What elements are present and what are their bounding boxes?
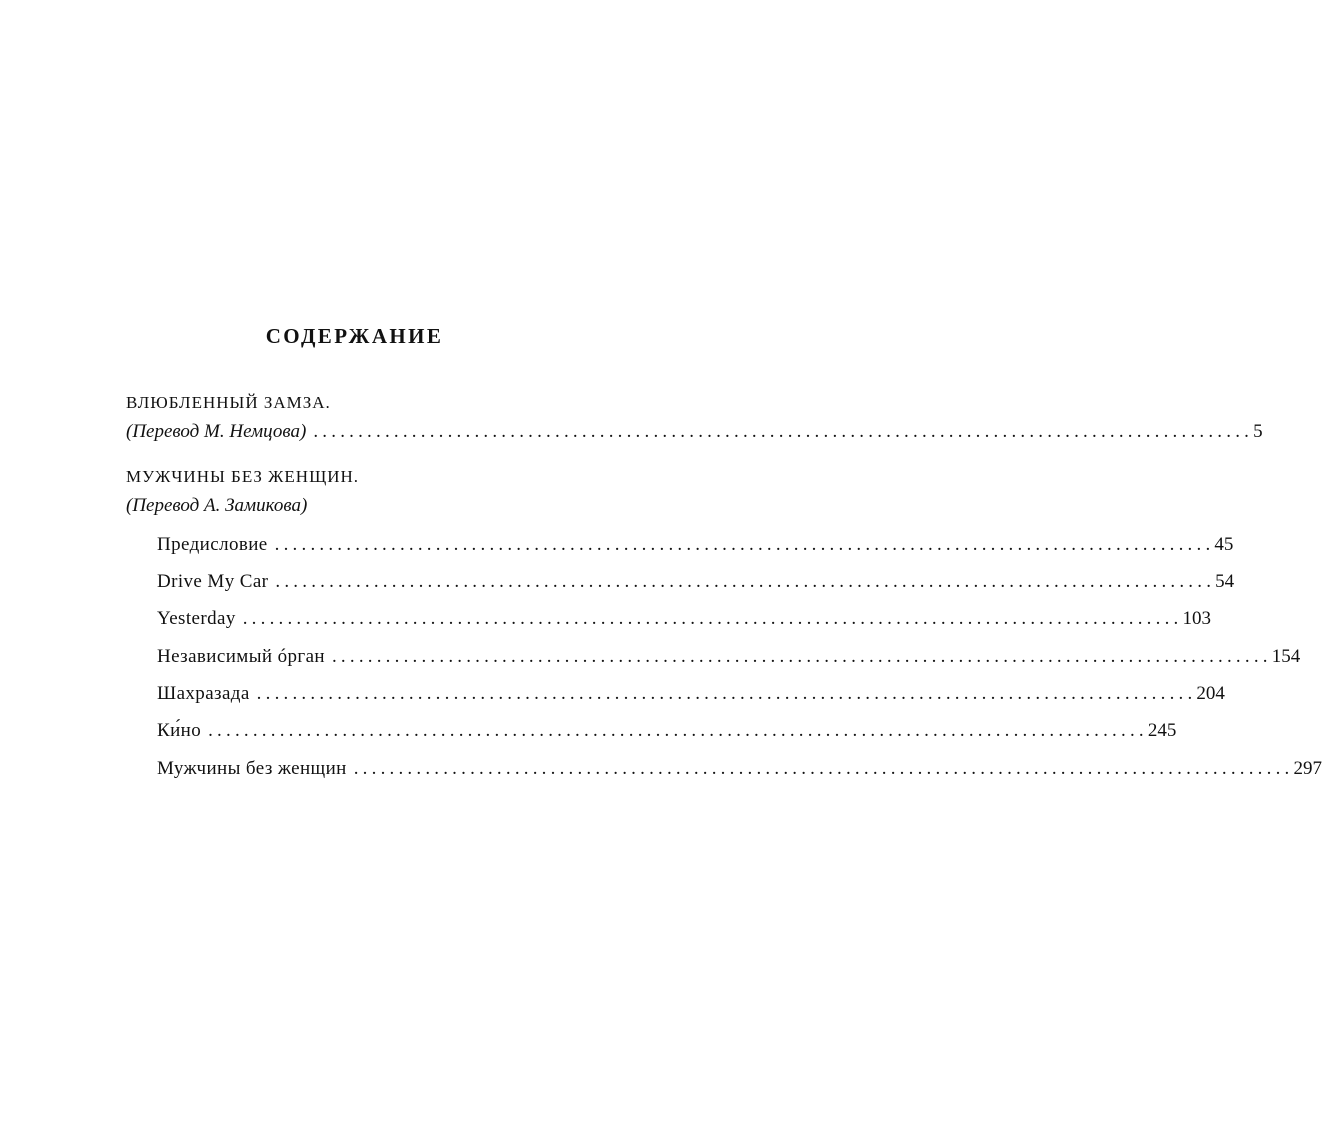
toc-entry-chapter[interactable]: [157, 682, 1225, 706]
page-number: 297: [1293, 758, 1322, 779]
toc-title: СОДЕРЖАНИЕ: [265, 324, 444, 348]
chapter-title: Шахразада: [157, 683, 250, 704]
dot-leader: .........................................................................................................: [274, 534, 1215, 555]
part-heading-zamza: ВЛЮБЛЕННЫЙ ЗАМЗА.: [126, 393, 331, 412]
dot-leader: .........................................................................................................: [242, 608, 1183, 629]
page-number: 154: [1271, 646, 1301, 667]
chapter-title: Yesterday: [157, 608, 236, 629]
dot-leader: .........................................................................................................: [313, 421, 1254, 442]
dot-leader: .........................................................................................................: [208, 720, 1148, 741]
toc-entry-chapter[interactable]: [157, 645, 1301, 669]
dot-leader: .........................................................................................................: [256, 683, 1197, 704]
translator-credit: (Перевод М. Немцова): [126, 421, 307, 442]
dot-leader: .........................................................................................................: [275, 571, 1216, 592]
toc-entry-chapter[interactable]: [157, 719, 1177, 743]
chapter-title: Мужчины без женщин: [157, 758, 347, 779]
page-number: 5: [1253, 421, 1263, 442]
toc-entry-chapter[interactable]: [157, 757, 1322, 781]
dot-leader: .........................................................................................................: [353, 758, 1294, 779]
translator-credit: (Перевод А. Замикова): [126, 495, 308, 516]
toc-entry-zamza[interactable]: [126, 420, 1263, 444]
toc-entry-chapter[interactable]: [157, 533, 1234, 557]
page-number: 54: [1215, 571, 1235, 592]
chapter-title: Независимый óрган: [157, 646, 325, 667]
page-number: 204: [1196, 683, 1225, 704]
page-number: 245: [1147, 720, 1177, 741]
page-number: 103: [1182, 608, 1211, 629]
part-heading-men-without-women: МУЖЧИНЫ БЕЗ ЖЕНЩИН.: [126, 467, 360, 486]
chapter-title: Drive My Car: [157, 571, 269, 592]
chapter-title: Ки́но: [157, 720, 202, 741]
toc-entry-chapter[interactable]: [157, 607, 1211, 631]
dot-leader: .........................................................................................................: [331, 646, 1272, 667]
chapter-title: Предисловие: [157, 534, 268, 555]
page-number: 45: [1214, 534, 1234, 555]
toc-entry-chapter[interactable]: [157, 570, 1235, 594]
